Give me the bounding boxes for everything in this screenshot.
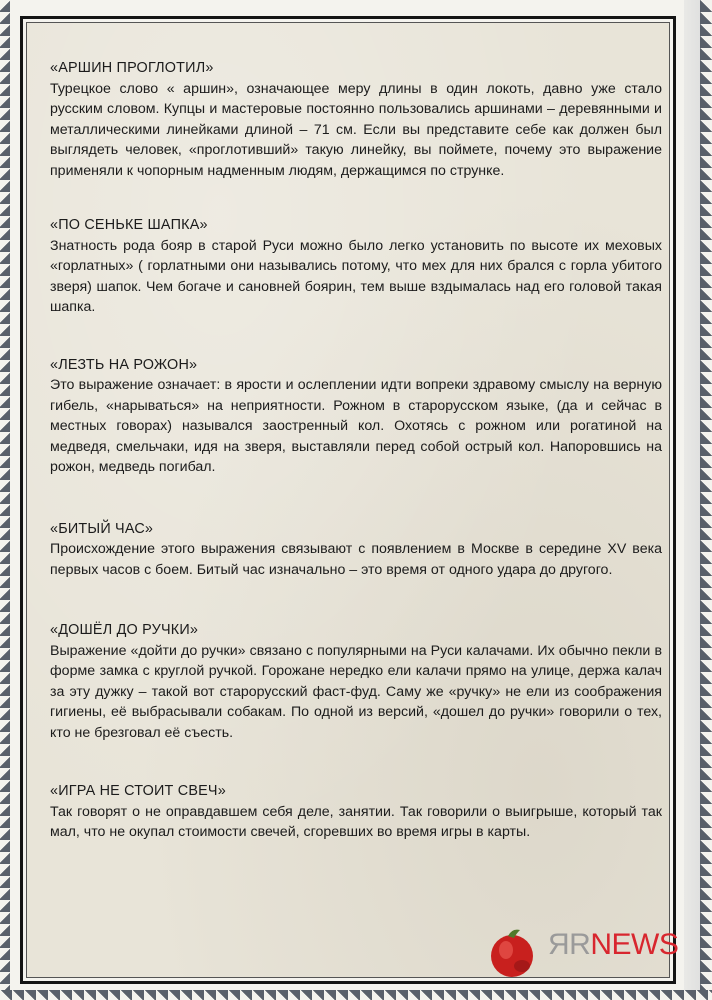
entry-title: «ДОШЁЛ ДО РУЧКИ» [50,622,199,638]
yarnews-logo [548,928,678,962]
entry-title: «БИТЫЙ ЧАС» [50,520,154,537]
entry-text: Это выражение означает: в ярости и ослеплении идти вопреки здравому смыслу на верную гибель, «нарываться» на неприятности. Рожном в старорусском языке, (да и сейчас в местных говорах) назывался заостренный кол. Охотясь с рожном или рогатиной на медведя, смельчаки, идя на зверя, выставляли перед собой острый кол. Напоровшись на рожон, медведь погибал. [50,377,662,475]
entry-text: Выражение «дойти до ручки» связано с популярными на Руси калачами. Их обычно пекли в форме замка с круглой ручкой. Горожане нередко ели калачи прямо на улице, держа калач за эту дужку – такой вот старорусский фаст-фуд. Саму же «ручку» не ели из соображения гигиены, её выбрасывали собакам. По одной из версий, «дошел до ручки» говорили о тех, кто не брезговал её съесть. [50,642,662,741]
entry-text: Происхождение этого выражения связывают с появлением в Москве в середине XV века первых часов с боем. Битый час изначально – это время от одного удара до другого. [50,541,662,578]
decorative-right-edge [700,0,712,1000]
entry-do-ruchki [50,620,662,743]
entry-rozhon [50,355,662,478]
decorative-bottom-edge [0,990,712,1000]
entry-igra-svech [50,781,662,843]
entry-arshin [50,58,662,181]
logo-part-yar: ЯR [548,928,591,961]
entry-text: Так говорят о не оправдавшем себя деле, занятии. Так говорили о выигрыше, который так мал, что не окупал стоимости свечей, сгоревших во время игры в карты. [50,803,662,840]
entry-title: «АРШИН ПРОГЛОТИЛ» [50,60,214,76]
entry-bityi-chas [50,519,662,581]
logo-part-news: NEWS [590,928,679,961]
decorative-left-edge [0,0,10,1000]
entry-title: «ПО СЕНЬКЕ ШАПКА» [50,217,208,233]
entry-senka-shapka [50,215,662,318]
entry-title: «ЛЕЗТЬ НА РОЖОН» [50,356,198,373]
entry-title: «ИГРА НЕ СТОИТ СВЕЧ» [50,783,226,799]
entry-text: Знатность рода бояр в старой Руси можно было легко установить по высоте их меховых «горлатных» ( горлатными они назывались потому, что мех для них брался с горла убитого зверя) шапок. Чем богаче и сановней боярин, тем выше вздымалась над его головой такая шапка. [50,237,662,315]
entry-text: Турецкое слово « аршин», означающее меру длины в один локоть, давно уже стало русским словом. Купцы и мастеровые постоянно пользовались аршинами – деревянными и металлическими линейками длиной – 71 см. Если вы представите себе как должен был выглядеть человек, «проглотивший» такую линейку, вы поймете, почему это выражение применяли к чопорным надменным людям, держащимся по струнке. [50,80,662,179]
document-content [50,58,662,877]
